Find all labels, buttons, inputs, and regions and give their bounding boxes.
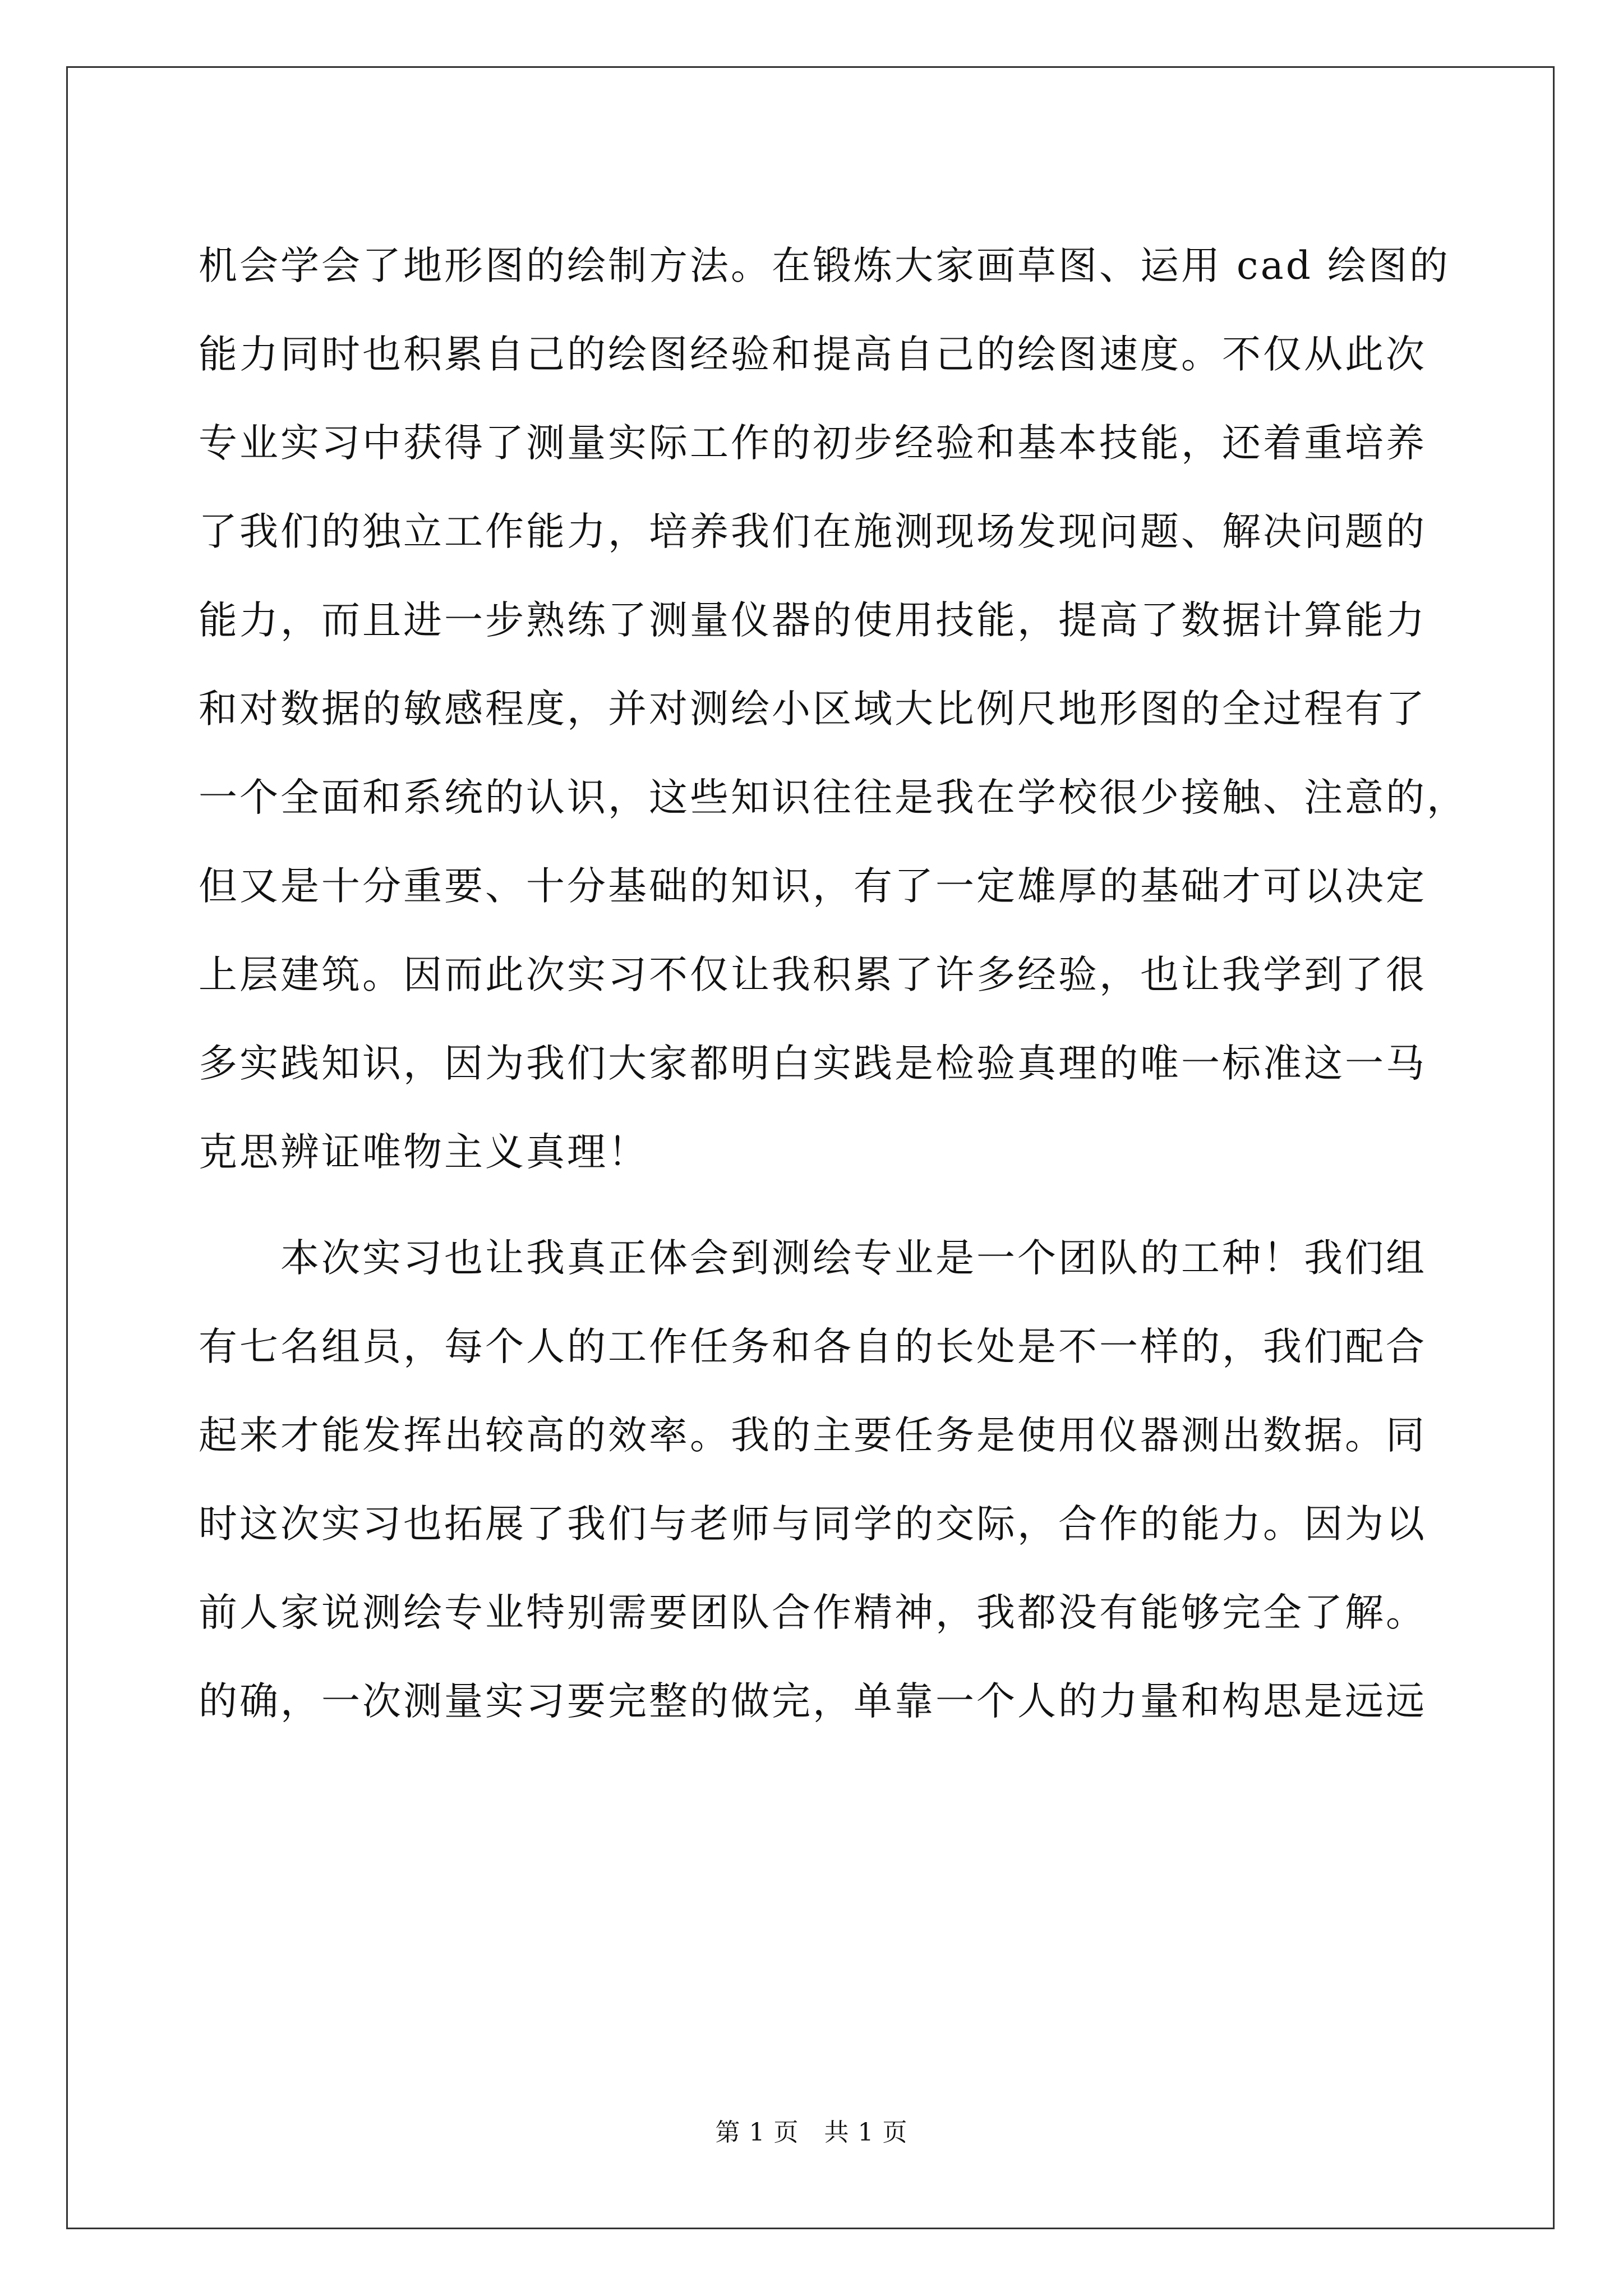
text-line: 了我们的独立工作能力，培养我们在施测现场发现问题、解决问题的	[199, 509, 1427, 554]
text-line: 前人家说测绘专业特别需要团队合作精神，我都没有能够完全了解。	[199, 1590, 1427, 1635]
document-body	[199, 222, 1468, 1746]
text-line: 专业实习中获得了测量实际工作的初步经验和基本技能，还着重培养	[199, 421, 1427, 466]
page-number-footer: 第 1 页 共 1 页	[715, 2118, 908, 2147]
text-line: 有七名组员，每个人的工作任务和各自的长处是不一样的，我们配合	[199, 1324, 1427, 1369]
text-line: 能力，而且进一步熟练了测量仪器的使用技能，提高了数据计算能力	[199, 598, 1427, 643]
text-line: 和对数据的敏感程度，并对测绘小区域大比例尺地形图的全过程有了	[199, 687, 1427, 731]
text-line: 一个全面和系统的认识，这些知识往往是我在学校很少接触、注意的，	[199, 775, 1468, 820]
text-line: 的确，一次测量实习要完整的做完，单靠一个人的力量和构思是远远	[199, 1679, 1427, 1724]
text-line: 时这次实习也拓展了我们与老师与同学的交际，合作的能力。因为以	[199, 1502, 1427, 1547]
text-line: 多实践知识，因为我们大家都明白实践是检验真理的唯一标准这一马	[199, 1041, 1427, 1086]
paragraph-start-line: 本次实习也让我真正体会到测绘专业是一个团队的工种！我们组	[199, 1236, 1427, 1281]
text-line: 起来才能发挥出较高的效率。我的主要任务是使用仪器测出数据。同	[199, 1413, 1427, 1458]
text-line: 但又是十分重要、十分基础的知识，有了一定雄厚的基础才可以决定	[199, 864, 1427, 909]
text-line: 机会学会了地形图的绘制方法。在锻炼大家画草图、运用 cad 绘图的	[199, 243, 1450, 288]
text-line: 克思辨证唯物主义真理！	[199, 1130, 649, 1175]
text-line: 上层建筑。因而此次实习不仅让我积累了许多经验，也让我学到了很	[199, 953, 1427, 997]
text-line: 能力同时也积累自己的绘图经验和提高自己的绘图速度。不仅从此次	[199, 332, 1427, 377]
